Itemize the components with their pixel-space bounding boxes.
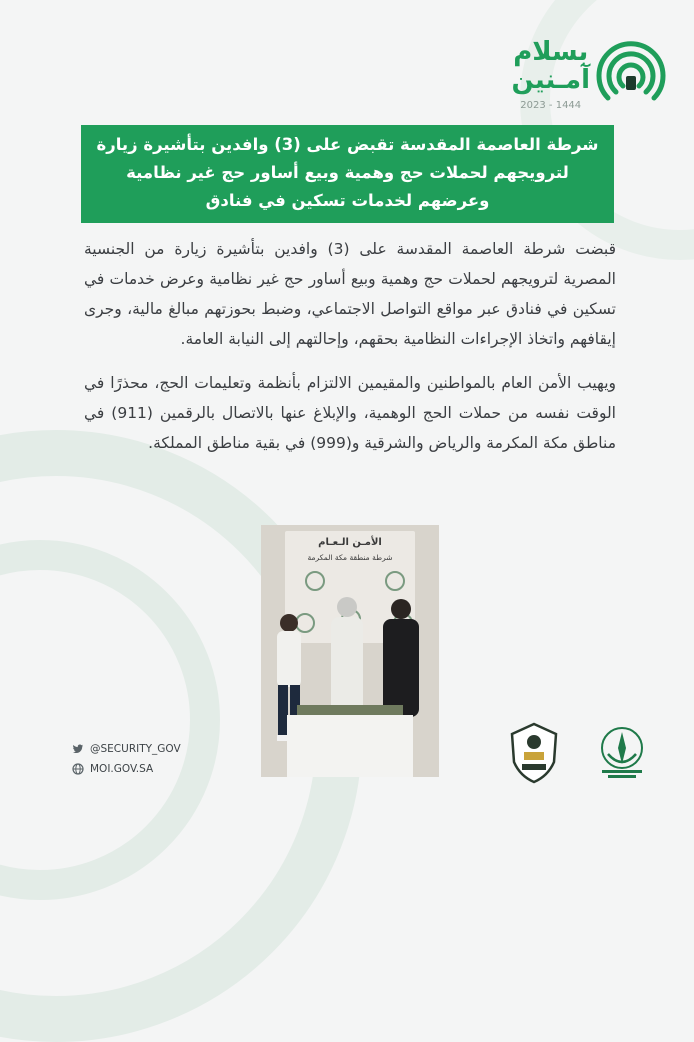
public-security-logo <box>508 722 560 784</box>
headline-line: لترويجهم لحملات حج وهمية وبيع أساور حج غير نظامية <box>126 163 569 182</box>
paragraph: قبضت شرطة العاصمة المقدسة على (3) وافدين بتأشيرة زيارة من الجنسية المصرية لترويجهم لحملات حج وهمية وبيع أساور حج غير نظامية وعرض خدمات في تسكين في فنادق عبر مواقع التواصل الاجتماعي، وضبط بحوزتهم مبالغ مالية، وجرى إيقافهم واتخاذ الإجراءات النظامية بحقهم، وإحالتهم إلى النيابة العامة. <box>84 240 616 348</box>
twitter-icon <box>72 743 84 755</box>
emblem-icon <box>385 571 405 591</box>
evidence-table <box>287 715 413 777</box>
website-url: MOI.GOV.SA <box>90 763 154 775</box>
paragraph: ويهيب الأمن العام بالمواطنين والمقيمين الالتزام بأنظمة وتعليمات الحج، محذرًا في الوقت نفسه من حملات الحج الوهمية، والإبلاغ عنها بالاتصال بالرقمين (911) في مناطق مكة المكرمة والرياض والشرقية و(999) في بقية مناطق المملكة. <box>84 374 616 452</box>
brand-logo <box>511 30 666 111</box>
brand-text <box>511 38 590 111</box>
person-figure <box>323 595 371 713</box>
contact-info <box>72 739 181 779</box>
brand-year: 2023 - 1444 <box>520 100 582 111</box>
ministry-interior-logo <box>590 724 654 782</box>
brand-line-2: آمـنين <box>511 65 590 95</box>
signal-arcs-icon <box>596 40 666 110</box>
emblem-icon <box>305 571 325 591</box>
article-body <box>84 234 616 472</box>
banner-title: الأمـن الـعـام <box>318 537 382 548</box>
news-photo <box>261 525 439 777</box>
globe-icon <box>72 763 84 775</box>
twitter-row[interactable] <box>72 739 181 759</box>
person-figure <box>377 597 425 717</box>
banner-subtitle: شرطة منطقة مكة المكرمة <box>307 553 393 562</box>
headline-line: شرطة العاصمة المقدسة تقبض على (3) وافدين بتأشيرة زيارة <box>96 135 599 154</box>
headline-line: وعرضهم لخدمات تسكين في فنادق <box>205 191 490 210</box>
website-row[interactable] <box>72 759 181 779</box>
brand-line-1: بسلام <box>513 37 589 67</box>
government-logos <box>508 722 658 784</box>
headline-box <box>81 125 614 223</box>
twitter-handle: @SECURITY_GOV <box>90 743 181 755</box>
